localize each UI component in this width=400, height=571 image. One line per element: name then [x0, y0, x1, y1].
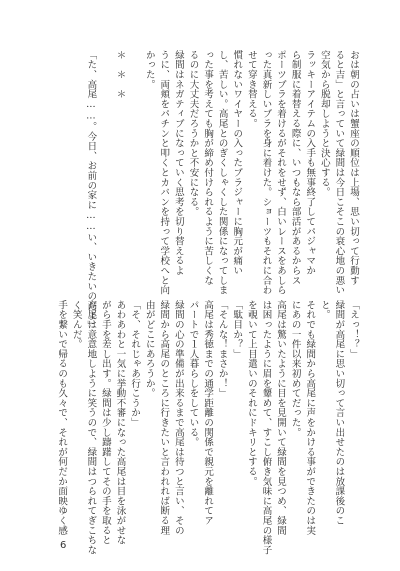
text-line: 高尾は驚いたように目を見開いて緑間を見つめ、緑間 [275, 300, 287, 536]
text-line: 緑間が高尾に思い切って言い出せたのは放課後のこ [333, 300, 345, 526]
text-line: 「そ、それじゃあ行こうか」 [129, 300, 141, 428]
text-line: 手を繋いで帰るのも久々で、それが何だか面映ゆく感 [56, 300, 68, 536]
text-line: それでも緑間から高尾に声をかける事ができたのは実 [304, 300, 316, 536]
text-line: し、苦しい。高尾とのぎくしゃくした関係になってしま [216, 50, 228, 295]
text-line: 「駄目か？」 [231, 300, 243, 359]
text-line: ると吉」と言っていて緑間は今日こそこの衰心地の悪い [333, 50, 345, 295]
text-line: おは朝の占いは蟹座の順位は上場、思い切って行動す [348, 50, 359, 286]
text-line: 「た、高尾……。今日、お前の家に……い、いきたいのだよ」 [85, 50, 97, 331]
text-line: にあの一件以来初めてだった。 [289, 300, 301, 438]
text-line: と。 [318, 300, 330, 320]
scene-break: ＊ ＊ ＊ [114, 50, 126, 99]
text-line: 高尾は意意地しように笑うので、緑間はつられてぎこちな [85, 300, 97, 555]
text-line: ラッキーアイテムの入手も無事終了してパジャマか [304, 50, 316, 276]
text-line: パートで１人暮らしをしている。 [187, 300, 199, 447]
page-number: 6 [60, 540, 67, 551]
text-line: 由がどこにあろうか。 [143, 300, 155, 398]
text-line: った事を考えても胸が締め付けられるように苦しくな [202, 50, 214, 286]
text-line: がら手を差し出す。緑間は少し躊躇してその手を取ると [99, 300, 111, 545]
text-line: 「そんな！まさか！」 [216, 300, 228, 398]
text-line: せて穿き替える。 [245, 50, 257, 129]
text-line: 緑間から高尾のところに行きたいと言われれば断る理 [158, 300, 170, 536]
text-line: 空気から脱却しようと決心する。 [318, 50, 330, 197]
blank-line [127, 50, 142, 290]
text-line: った真新しいブラを身に着けた。ショーツもそれに合わ [260, 50, 272, 295]
text-line: 「えっ！？」 [348, 300, 359, 359]
text-line: く笑んだ。 [70, 300, 82, 349]
text-line: ら制服に着替える際に、いつもなら部活があるからス [289, 50, 301, 286]
lower-text-block [54, 300, 360, 555]
text-line: かった。 [143, 50, 155, 90]
text-line: は困ったように眉を顰めて、すこし俯き気味に高尾の様子 [260, 300, 272, 555]
text-line: るのに大丈夫だろうかと不安になる。 [187, 50, 199, 217]
text-line: ポーツブラを着けるがそれをせず、白いレースをあしら [275, 50, 287, 295]
text-line: あわあわと一気に挙動不審になった高尾は目を泳がせな [114, 300, 126, 545]
text-line: 緑間はネガティブになっていく思考を切り替えるよ [172, 50, 184, 276]
text-line: 高尾は秀徳までの通学距離の関係で親元を離れてア [202, 300, 214, 526]
text-line: 緑間の心の準備が出来るまで高尾は待つと言い、その [172, 300, 184, 536]
text-line: を覗いて上目遣いのそれにドキリとする。 [245, 300, 257, 487]
text-line: うに、両頬をパチンと叩くとカバンを持って学校へと向 [158, 50, 170, 295]
blank-line [97, 50, 112, 290]
text-line: 慣れないワイヤーの入ったブラジャーに胸元が痛い [231, 50, 243, 276]
